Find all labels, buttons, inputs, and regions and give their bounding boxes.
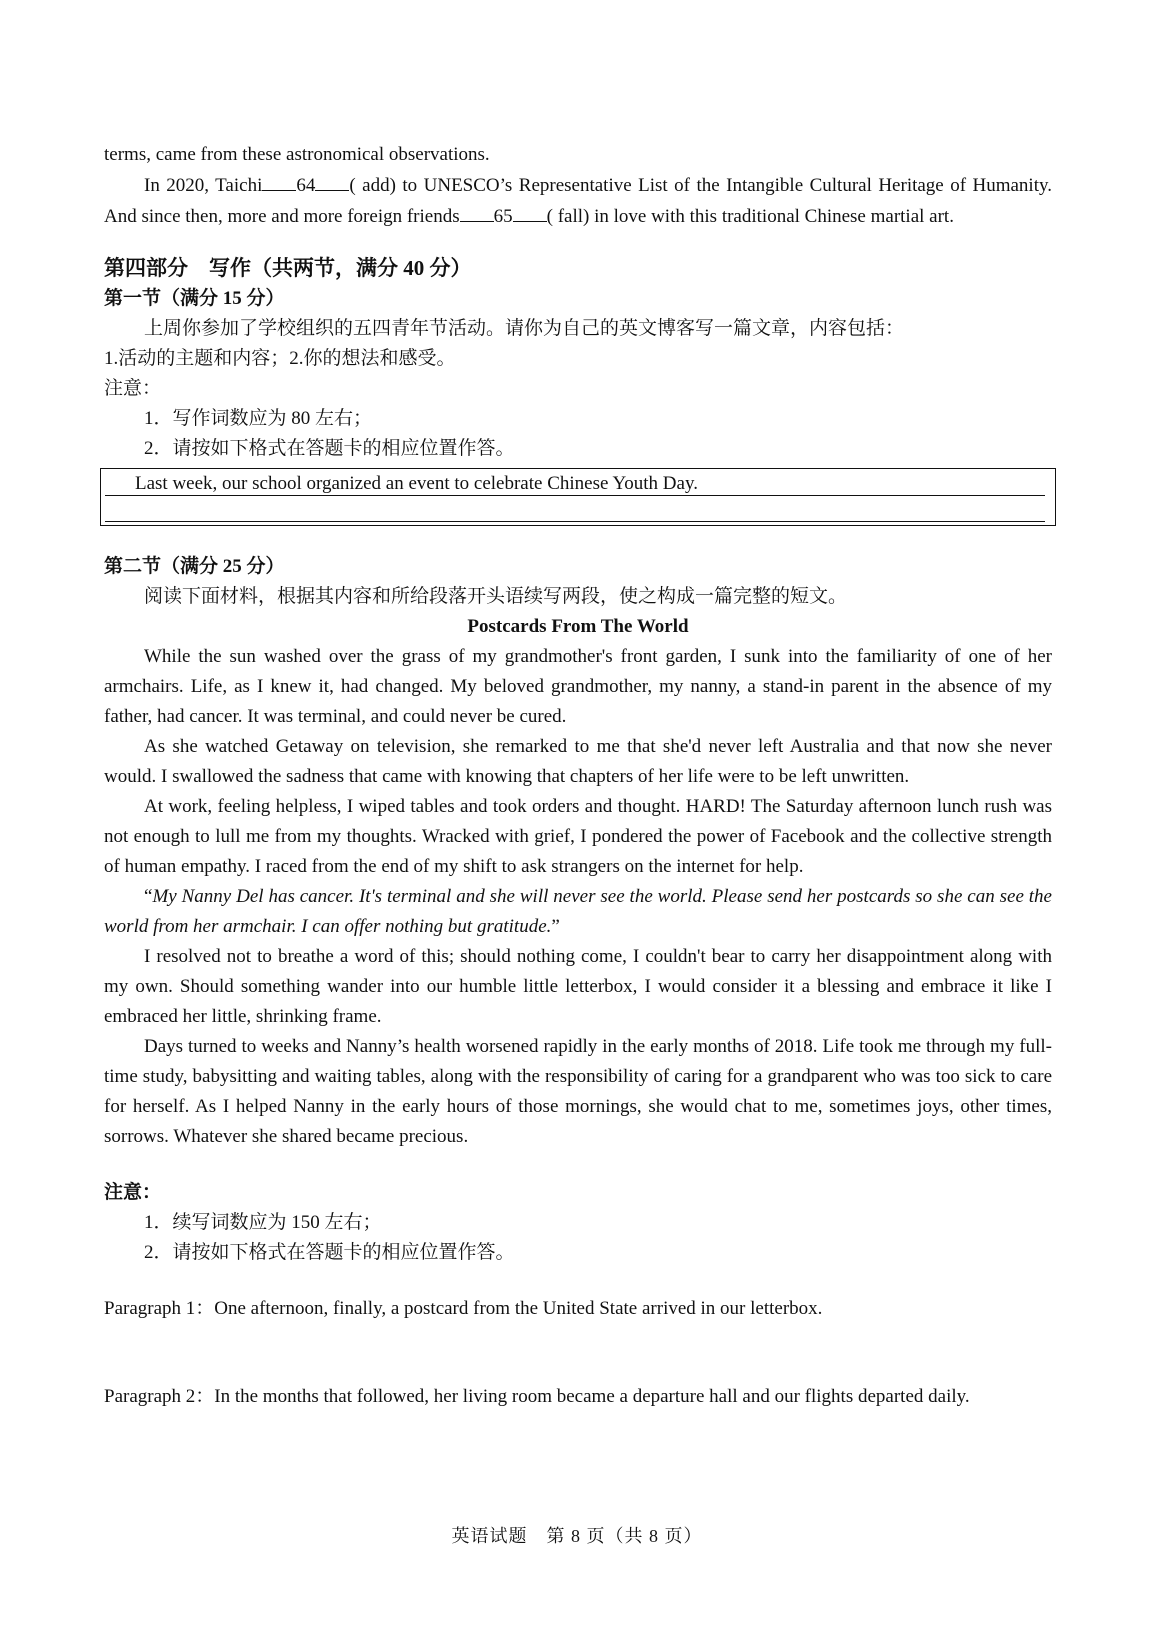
- section-one-points: 1.活动的主题和内容；2.你的想法和感受。: [104, 348, 456, 369]
- passage-blank-paragraph: [104, 170, 1052, 232]
- story-paragraph: As she watched Getaway on television, she remarked to me that she'd never left Australia and that now she never would. I swallowed the sadness that came with knowing that chapters of her life were to be left unwritten.: [104, 736, 1052, 787]
- section-two-prompt: 阅读下面材料，根据其内容和所给段落开头语续写两段，使之构成一篇完整的短文。: [144, 586, 848, 607]
- answer-blank-line: [105, 521, 1045, 522]
- paragraph-2-opening: Paragraph 2：In the months that followed, her living room became a departure hall and our flights departed daily.: [104, 1386, 970, 1407]
- note-item-2: 2．请按如下格式在答题卡的相应位置作答。: [144, 438, 515, 459]
- part-four-title: 第四部分 写作（共两节，满分 40 分）: [104, 256, 472, 280]
- quote-mark: ”: [551, 916, 560, 937]
- quote-text: My Nanny Del has cancer. It's terminal and she will never see the world. Please send her postcards so she can see the world from her armchair. I can offer nothing but gratitude.: [104, 886, 1052, 937]
- section-two-note-1: 1．续写词数应为 150 左右；: [144, 1212, 382, 1233]
- text: In 2020, Taichi: [144, 175, 263, 196]
- text: ( add) to UNESCO’s Representative List of the Intangible Cultural Heritage of Humanity. And since then, more and more foreign friends: [104, 175, 1052, 227]
- section-two-note-2: 2．请按如下格式在答题卡的相应位置作答。: [144, 1242, 515, 1263]
- story-title: Postcards From The World: [467, 616, 689, 637]
- answer-format-box: [100, 468, 1056, 526]
- section-two-note-label: 注意：: [104, 1182, 162, 1203]
- answer-opening-line: Last week, our school organized an event to celebrate Chinese Youth Day.: [105, 471, 1045, 496]
- page-footer: 英语试题 第 8 页（共 8 页）: [451, 1526, 703, 1546]
- story-quote: [104, 882, 1052, 942]
- story-paragraph: I resolved not to breathe a word of this; should nothing come, I couldn't bear to carry her disappointment along with my own. Should something wander into our humble little letterbox, I would consider it a blessing and embrace it like I embraced her little, shrinking frame.: [104, 946, 1052, 1027]
- blank-line: [262, 170, 296, 191]
- story-paragraph: Days turned to weeks and Nanny’s health worsened rapidly in the early months of 2018. Life took me through my full-time study, babysitting and waiting tables, along with the responsibility of caring for a grandparent who was too sick to care for herself. As I helped Nanny in the early hours of those mornings, she would chat to me, sometimes joys, other times, sorrows. Whatever she shared became precious.: [104, 1036, 1052, 1147]
- text: ( fall) in love with this traditional Chinese martial art.: [546, 206, 954, 227]
- exam-page: [104, 140, 1052, 1412]
- blank-number-65: 65: [493, 206, 513, 227]
- section-two-title: 第二节（满分 25 分）: [104, 556, 285, 577]
- section-one-title: 第一节（满分 15 分）: [104, 288, 285, 309]
- story-paragraph: At work, feeling helpless, I wiped tables and took orders and thought. HARD! The Saturday afternoon lunch rush was not enough to lull me from my thoughts. Wracked with grief, I pondered the power of Facebook and the collective strength of human empathy. I raced from the end of my shift to ask strangers on the internet for help.: [104, 796, 1052, 877]
- story-paragraph: While the sun washed over the grass of my grandmother's front garden, I sunk into the familiarity of one of her armchairs. Life, as I knew it, had changed. My beloved grandmother, my nanny, a stand-in parent in the absence of my father, had cancer. It was terminal, and could never be cured.: [104, 646, 1052, 727]
- paragraph-1-opening: Paragraph 1：One afternoon, finally, a postcard from the United State arrived in our letterbox.: [104, 1298, 823, 1319]
- blank-number-64: 64: [296, 175, 316, 196]
- note-item-1: 1．写作词数应为 80 左右；: [144, 408, 373, 429]
- quote-mark: “: [144, 886, 153, 907]
- blank-line: [513, 201, 547, 222]
- note-label: 注意：: [104, 378, 162, 399]
- passage-tail-line: terms, came from these astronomical observations.: [104, 144, 490, 165]
- blank-line: [315, 170, 349, 191]
- blank-line: [460, 201, 494, 222]
- section-one-prompt: 上周你参加了学校组织的五四青年节活动。请你为自己的英文博客写一篇文章，内容包括：: [144, 318, 905, 339]
